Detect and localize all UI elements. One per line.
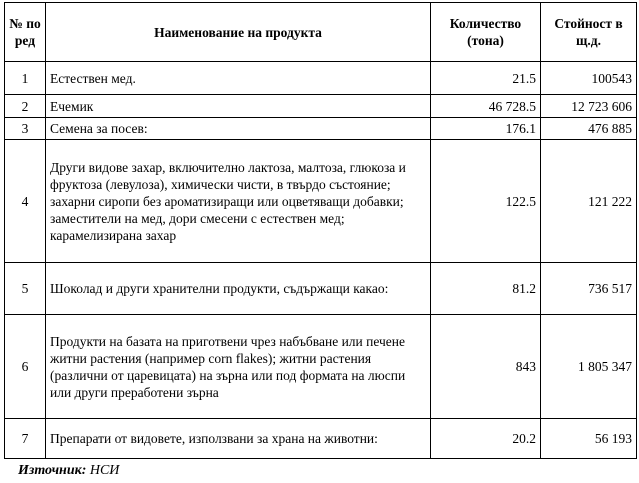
source-note [18, 463, 119, 479]
row-value: 736 517 [541, 263, 637, 315]
row-product-name: Други видове захар, включително лактоза, малтоза, глюкоза и фруктоза (левулоза), химически чисти, в твърдо състояние; захарни сиропи без ароматизиращи или оцветяващи добавки; заместители на мед, дори смесени с естествен мед; карамелизирана захар [46, 140, 431, 263]
table-row [5, 315, 637, 419]
row-value: 1 805 347 [541, 315, 637, 419]
row-quantity: 122.5 [431, 140, 541, 263]
table-row [5, 62, 637, 95]
table-row [5, 263, 637, 315]
table-header-row [5, 3, 637, 62]
header-value: Стойност в щ.д. [541, 3, 637, 62]
row-quantity: 20.2 [431, 419, 541, 459]
row-number: 1 [5, 62, 46, 95]
table-row [5, 118, 637, 140]
row-number: 7 [5, 419, 46, 459]
row-product-name: Препарати от видовете, използвани за храна на животни: [46, 419, 431, 459]
table-row [5, 95, 637, 118]
row-quantity: 46 728.5 [431, 95, 541, 118]
row-value: 100543 [541, 62, 637, 95]
row-product-name: Ечемик [46, 95, 431, 118]
row-number: 6 [5, 315, 46, 419]
row-value: 476 885 [541, 118, 637, 140]
source-value: НСИ [86, 463, 120, 478]
row-quantity: 843 [431, 315, 541, 419]
row-quantity: 21.5 [431, 62, 541, 95]
table-row [5, 140, 637, 263]
row-quantity: 81.2 [431, 263, 541, 315]
header-quantity: Количество (тона) [431, 3, 541, 62]
row-number: 2 [5, 95, 46, 118]
row-product-name: Шоколад и други хранителни продукти, съдържащи какао: [46, 263, 431, 315]
row-quantity: 176.1 [431, 118, 541, 140]
row-product-name: Семена за посев: [46, 118, 431, 140]
source-label: Източник: [18, 463, 87, 478]
row-number: 3 [5, 118, 46, 140]
header-name: Наименование на продукта [46, 3, 431, 62]
row-number: 5 [5, 263, 46, 315]
products-table [4, 2, 637, 459]
table-row [5, 419, 637, 459]
row-product-name: Естествен мед. [46, 62, 431, 95]
row-product-name: Продукти на базата на приготвени чрез набъбване или печене житни растения (например corn flakes); житни растения (различни от царевицата) на зърна или под формата на люспи или други преработени зърна [46, 315, 431, 419]
header-number: № по ред [5, 3, 46, 62]
row-value: 56 193 [541, 419, 637, 459]
row-value: 12 723 606 [541, 95, 637, 118]
row-value: 121 222 [541, 140, 637, 263]
row-number: 4 [5, 140, 46, 263]
